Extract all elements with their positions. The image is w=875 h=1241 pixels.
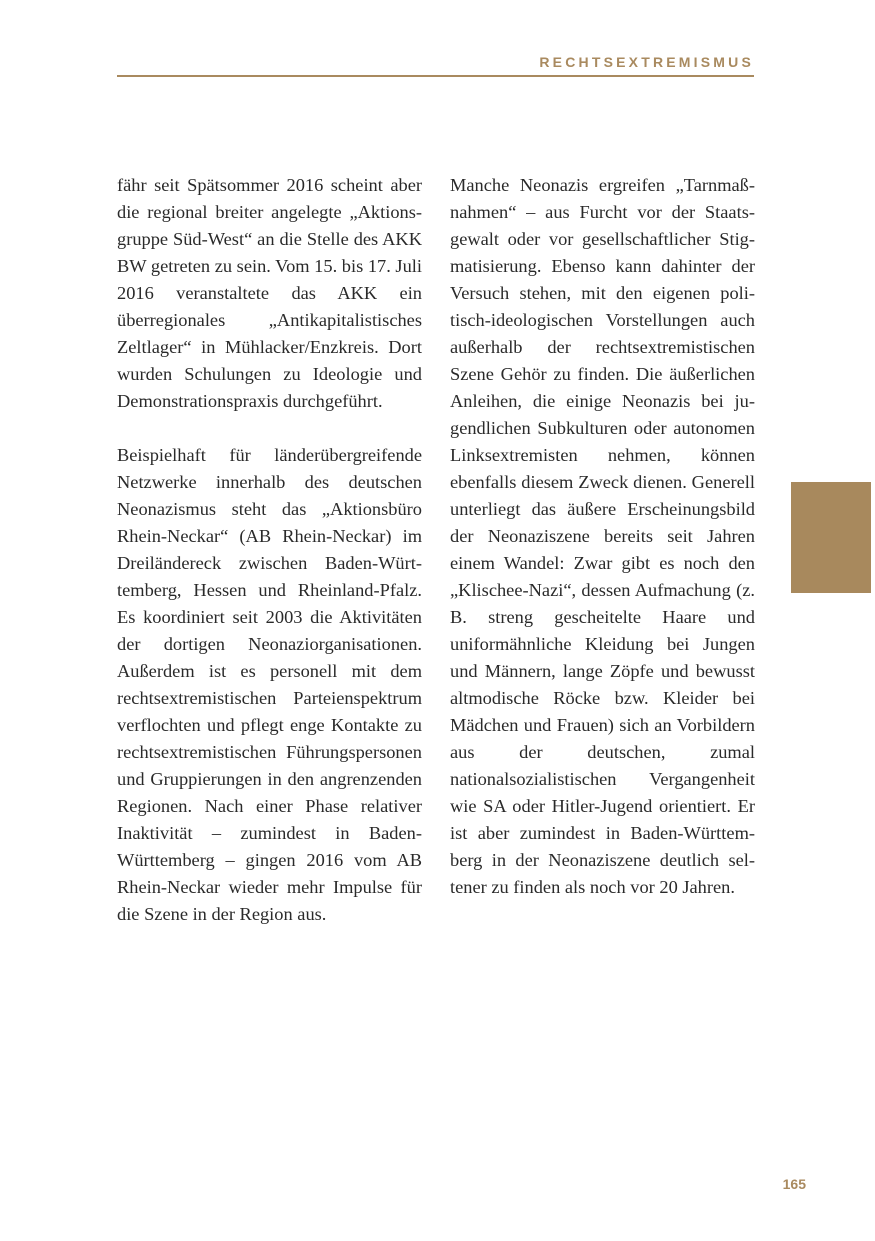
text-column-left: [117, 172, 422, 928]
header-divider: [117, 75, 754, 77]
paragraph: Beispielhaft für länderübergreifende Netzwerke innerhalb des deutschen Neonazismus steht das „Aktionsbüro Rhein-Neckar“ (AB Rhein-Neckar) im Dreiländereck zwischen Baden-Württemberg, Hessen und Rheinland-Pfalz. Es koordiniert seit 2003 die Aktivitäten der dortigen Neonaziorganisationen. Außerdem ist es personell mit dem rechtsextremistischen Parteienspektrum verflochten und pflegt enge Kontakte zu rechtsextremistischen Führungspersonen und Gruppierungen in den angrenzenden Regionen. Nach einer Phase relativer Inaktivität – zumindest in Baden-Württemberg – gingen 2016 vom AB Rhein-Neckar wieder mehr Impulse für die Szene in der Region aus.: [117, 445, 422, 924]
page-number: 165: [782, 1176, 806, 1192]
text-column-right: [450, 172, 755, 901]
paragraph: Manche Neonazis ergreifen „Tarnmaßnahmen“ – aus Furcht vor der Staatsgewalt oder vor gesellschaftlicher Stigmatisierung. Ebenso kann dahinter der Versuch stehen, mit den eigenen politisch-ideologischen Vorstellungen auch außerhalb der rechtsextremistischen Szene Gehör zu finden. Die äußerlichen Anleihen, die einige Neonazis bei jugendlichen Subkulturen oder autonomen Linksextremisten nehmen, können ebenfalls diesem Zweck dienen. Generell unterliegt das äußere Erscheinungsbild der Neonaziszene bereits seit Jahren einem Wandel: Zwar gibt es noch den „Klischee-Nazi“, dessen Aufmachung (z. B. streng gescheitelte Haare und uniformähnliche Kleidung bei Jungen und Männern, lange Zöpfe und bewusst altmodische Röcke bzw. Kleider bei Mädchen und Frauen) sich an Vorbildern aus der deutschen, zumal nationalsozialistischen Vergangenheit wie SA oder Hitler-Jugend orientiert. Er ist aber zumindest in Baden-Württemberg in der Neonaziszene deutlich seltener zu finden als noch vor 20 Jahren.: [450, 175, 755, 897]
paragraph: fähr seit Spätsommer 2016 scheint aber die regional breiter angelegte „Aktionsgruppe Süd-West“ an die Stelle des AKK BW getreten zu sein. Vom 15. bis 17. Juli 2016 veranstaltete das AKK ein überregionales „Antikapitalistisches Zeltlager“ in Mühlacker/Enzkreis. Dort wurden Schulungen zu Ideologie und Demonstrationspraxis durchgeführt.: [117, 175, 422, 411]
section-title: RECHTSEXTREMISMUS: [539, 54, 754, 70]
chapter-side-tab: [791, 482, 871, 593]
